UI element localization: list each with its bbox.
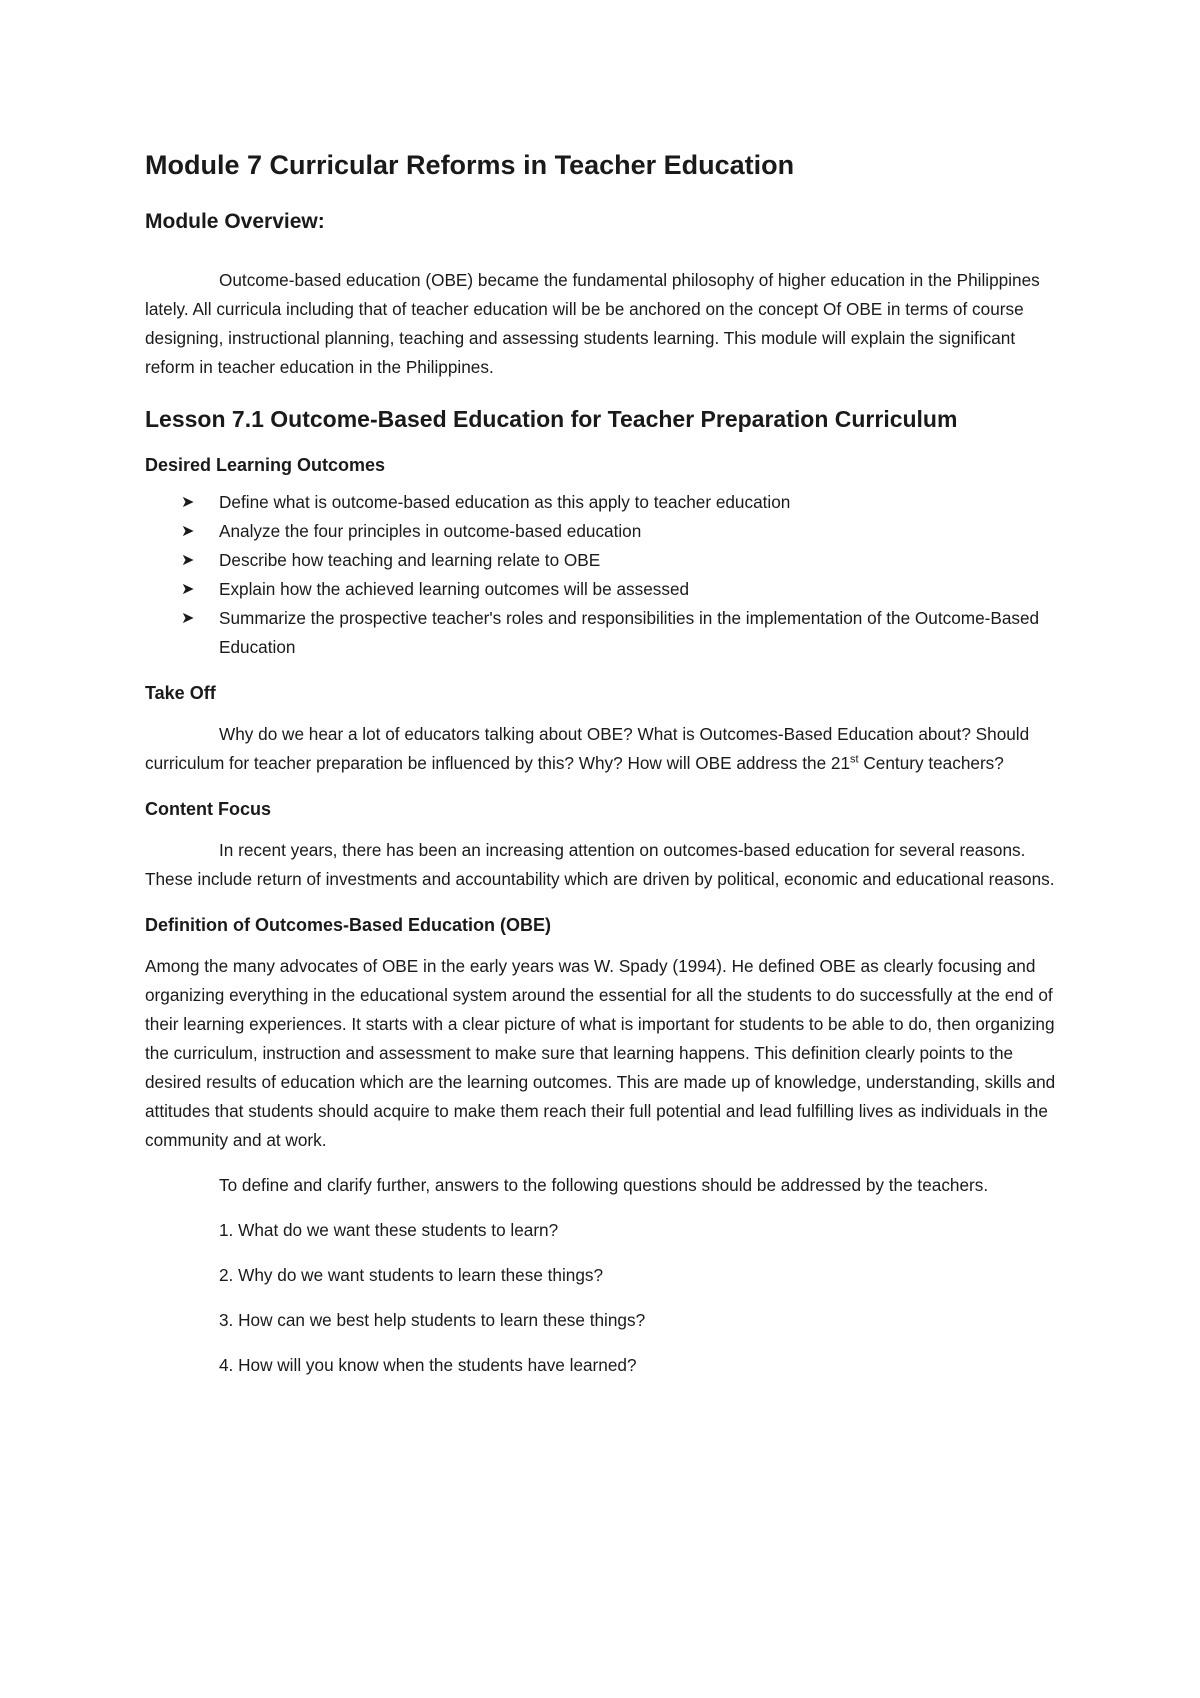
arrowhead-bullet-icon: ➤ <box>181 581 195 598</box>
take-off-heading: Take Off <box>145 683 216 703</box>
content-focus-heading: Content Focus <box>145 799 271 819</box>
take-off-text <box>145 720 1065 778</box>
arrowhead-bullet-icon: ➤ <box>181 523 195 540</box>
lesson-title: Lesson 7.1 Outcome-Based Education for Teacher Preparation Curriculum <box>145 406 958 432</box>
guiding-questions-list <box>145 1216 1065 1380</box>
outcome-text: Analyze the four principles in outcome-based education <box>219 521 642 541</box>
outcome-item <box>145 546 1065 575</box>
arrowhead-bullet-icon: ➤ <box>181 552 195 569</box>
outcome-item <box>145 517 1065 546</box>
outcome-text: Describe how teaching and learning relate to OBE <box>219 550 601 570</box>
take-off-text-main: Why do we hear a lot of educators talking about OBE? What is Outcomes-Based Education about? Should curriculum for teacher preparation be influenced by this? Why? How will OBE address the 21 <box>145 724 1030 773</box>
outcome-text: Explain how the achieved learning outcomes will be assessed <box>219 579 690 599</box>
definition-heading: Definition of Outcomes-Based Education (OBE) <box>145 915 552 935</box>
definition-paragraph: Among the many advocates of OBE in the early years was W. Spady (1994). He defined OBE as clearly focusing and organizing everything in the educational system around the essential for all the students to do successfully at the end of their learning experiences. It starts with a clear picture of what is important for students to be able to do, then organizing the curriculum, instruction and assessment to make sure that learning happens. This definition clearly points to the desired results of education which are the learning outcomes. This are made up of knowledge, understanding, skills and attitudes that students should acquire to make them reach their full potential and lead fulfilling lives as individuals in the community and at work. <box>145 956 1056 1150</box>
question-item: 1. What do we want these students to learn? <box>219 1220 559 1240</box>
question-item: 4. How will you know when the students have learned? <box>219 1355 637 1375</box>
arrowhead-bullet-icon: ➤ <box>181 494 195 511</box>
module-overview-text: Outcome-based education (OBE) became the fundamental philosophy of higher education in the Philippines lately. All curricula including that of teacher education will be be anchored on the concept Of OBE in terms of course designing, instructional planning, teaching and assessing students learning. This module will explain the significant reform in teacher education in the Philippines. <box>145 270 1040 377</box>
take-off-text-end: Century teachers? <box>858 753 1004 773</box>
outcome-item <box>145 604 1065 662</box>
outcome-item <box>145 488 1065 517</box>
desired-outcomes-heading: Desired Learning Outcomes <box>145 455 386 475</box>
outcome-text: Define what is outcome-based education as this apply to teacher education <box>219 492 791 512</box>
outcome-text: Summarize the prospective teacher's roles and responsibilities in the implementation of the Outcome-Based Education <box>219 608 1040 657</box>
question-item: 3. How can we best help students to learn these things? <box>219 1310 646 1330</box>
clarify-paragraph: To define and clarify further, answers to the following questions should be addressed by the teachers. <box>219 1175 989 1195</box>
ordinal-suffix: st <box>850 753 859 766</box>
document-content <box>145 148 1065 1396</box>
content-focus-text: In recent years, there has been an increasing attention on outcomes-based education for several reasons. These include return of investments and accountability which are driven by political, economic and educational reasons. <box>145 840 1055 889</box>
module-overview-heading: Module Overview: <box>145 210 325 233</box>
arrowhead-bullet-icon: ➤ <box>181 610 195 627</box>
outcome-item <box>145 575 1065 604</box>
question-item: 2. Why do we want students to learn these things? <box>219 1265 604 1285</box>
module-title: Module 7 Curricular Reforms in Teacher Education <box>145 150 795 180</box>
desired-outcomes-list <box>145 488 1065 662</box>
